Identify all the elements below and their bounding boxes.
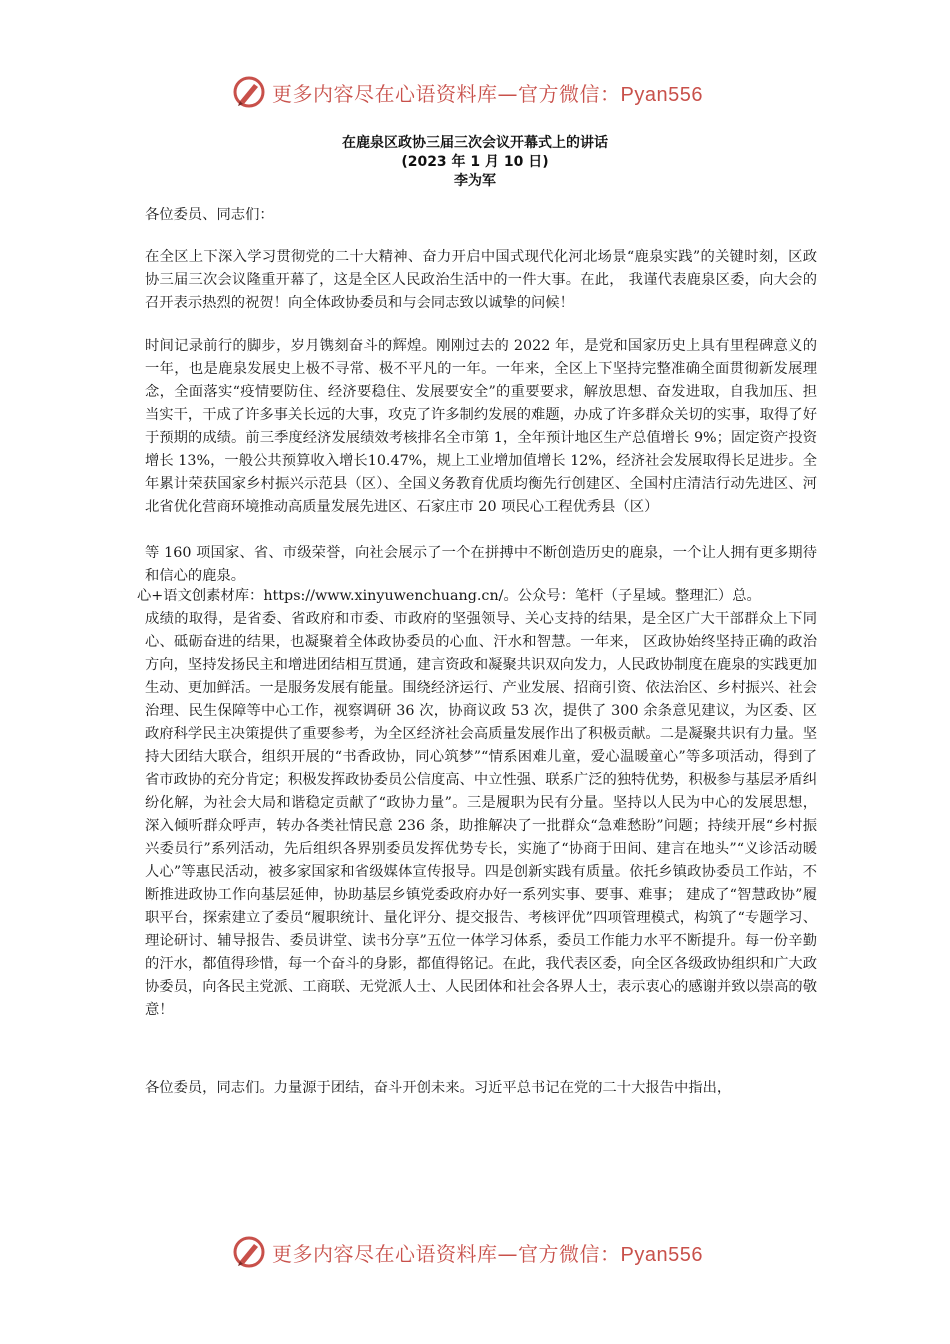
- document-title: 在鹿泉区政协三届三次会议开幕式上的讲话: [342, 135, 608, 151]
- watermark-banner-top: [232, 74, 703, 110]
- paragraph-opening: 在全区上下深入学习贯彻党的二十大精神、奋力开启中国式现代化河北场景“鹿泉实践”的关键时刻，区政协三届三次会议隆重开幕了，这是全区人民政治生活中的一件大事。在此， 我谨代表鹿泉区委，向大会的召开表示热烈的祝贺！向全体政协委员和与会同志致以诚挚的问候！: [145, 249, 817, 311]
- paragraph-cppcc-work: 成绩的取得，是省委、省政府和市委、市政府的坚强领导、关心支持的结果，是全区广大干部群众上下同心、砥砺奋进的结果，也凝聚着全体政协委员的心血、汗水和智慧。一年来， 区政协始终坚持正确的政治方向，坚持发扬民主和增进团结相互贯通，建言资政和凝聚共识双向发力，人民政协制度在鹿泉的实践更加生动、更加鲜活。一是服务发展有能量。围绕经济运行、产业发展、招商引资、依法治区、乡村振兴、社会治理、民生保障等中心工作，视察调研 36 次，协商议政 53 次，提供了 300 余条意见建议，为区委、区政府科学民主决策提供了重要参考，为全区经济社会高质量发展作出了积极贡献。二是凝聚共识有力量。坚持大团结大联合，组织开展的“书香政协，同心筑梦”“情系困难儿童，爱心温暖童心”等多项活动，得到了省市政协的充分肯定；积极发挥政协委员公信度高、中立性强、联系广泛的独特优势，积极参与基层矛盾纠纷化解，为社会大局和谐稳定贡献了“政协力量”。三是履职为民有分量。坚持以人民为中心的发展思想，深入倾听群众呼声，转办各类社情民意 236 条，助推解决了一批群众“急难愁盼”问题；持续开展“乡村振兴委员行”系列活动，先后组织各界别委员发挥优势专长，实施了“协商于田间、建言在地头”“义诊活动暖人心”等惠民活动，被多家国家和省级媒体宣传报导。四是创新实践有质量。依托乡镇政协委员工作站，不断推进政协工作向基层延伸，协助基层乡镇党委政府办好一系列实事、要事、难事； 建成了“智慧政协”履职平台，探索建立了委员“履职统计、量化评分、提交报告、考核评优”四项管理模式，构筑了“专题学习、理论研讨、辅导报告、委员讲堂、读书分享”五位一体学习体系，委员工作能力水平不断提升。每一份辛勤的汗水，都值得珍惜，每一个奋斗的身影，都值得铭记。在此，我代表区委，向全区各级政协组织和广大政协委员，向各民主党派、工商联、无党派人士、人民团体和社会各界人士，表示衷心的感谢并致以崇高的敬意！: [145, 611, 817, 1018]
- document-header: [0, 134, 950, 191]
- paragraph-closing: 各位委员，同志们。力量源于团结，奋斗开创未来。习近平总书记在党的二十大报告中指出，: [145, 1080, 732, 1096]
- pen-logo-icon: [232, 75, 266, 109]
- paragraph-achievements: 时间记录前行的脚步，岁月镌刻奋斗的辉煌。刚刚过去的 2022 年，是党和国家历史上具有里程碑意义的一年，也是鹿泉发展史上极不寻常、极不平凡的一年。一年来，全区上下坚持完整准确全面贯彻新发展理念，全面落实“疫情要防住、经济要稳住、发展要安全”的重要要求，解放思想、奋发进取，自我加压、担当实干，干成了许多事关长远的大事，攻克了许多制约发展的难题，办成了许多群众关切的实事，取得了好于预期的成绩。前三季度经济发展绩效考核排名全市第 1，全年预计地区生产总值增长 9%；固定资产投资增长 13%，一般公共预算收入增长10.47%，规上工业增加值增长 12%，经济社会发展取得长足进步。全年累计荣获国家乡村振兴示范县（区）、全国义务教育优质均衡先行创建区、全国村庄清洁行动先进区、河北省优化营商环境推动高质量发展先进区、石家庄市 20 项民心工程优秀县（区）: [145, 338, 817, 515]
- pen-logo-icon: [232, 1235, 266, 1269]
- watermark-text: 更多内容尽在心语资料库—官方微信：Pyan556: [272, 1241, 703, 1266]
- paragraph-honors: 等 160 项国家、省、市级荣誉，向社会展示了一个在拼搏中不断创造历史的鹿泉，一个让人拥有更多期待和信心的鹿泉。: [145, 545, 817, 584]
- salutation: 各位委员、同志们：: [145, 207, 274, 223]
- watermark-banner-bottom: [232, 1234, 703, 1270]
- document-date: (2023 年 1 月 10 日): [401, 154, 549, 170]
- inline-ad-line: 心+语文创素材库：https://www.xinyuwenchuang.cn/。公众号：笔杆（子星域。整理汇）总。: [137, 588, 761, 604]
- watermark-text: 更多内容尽在心语资料库—官方微信：Pyan556: [272, 81, 703, 106]
- document-author: 李为军: [454, 173, 496, 189]
